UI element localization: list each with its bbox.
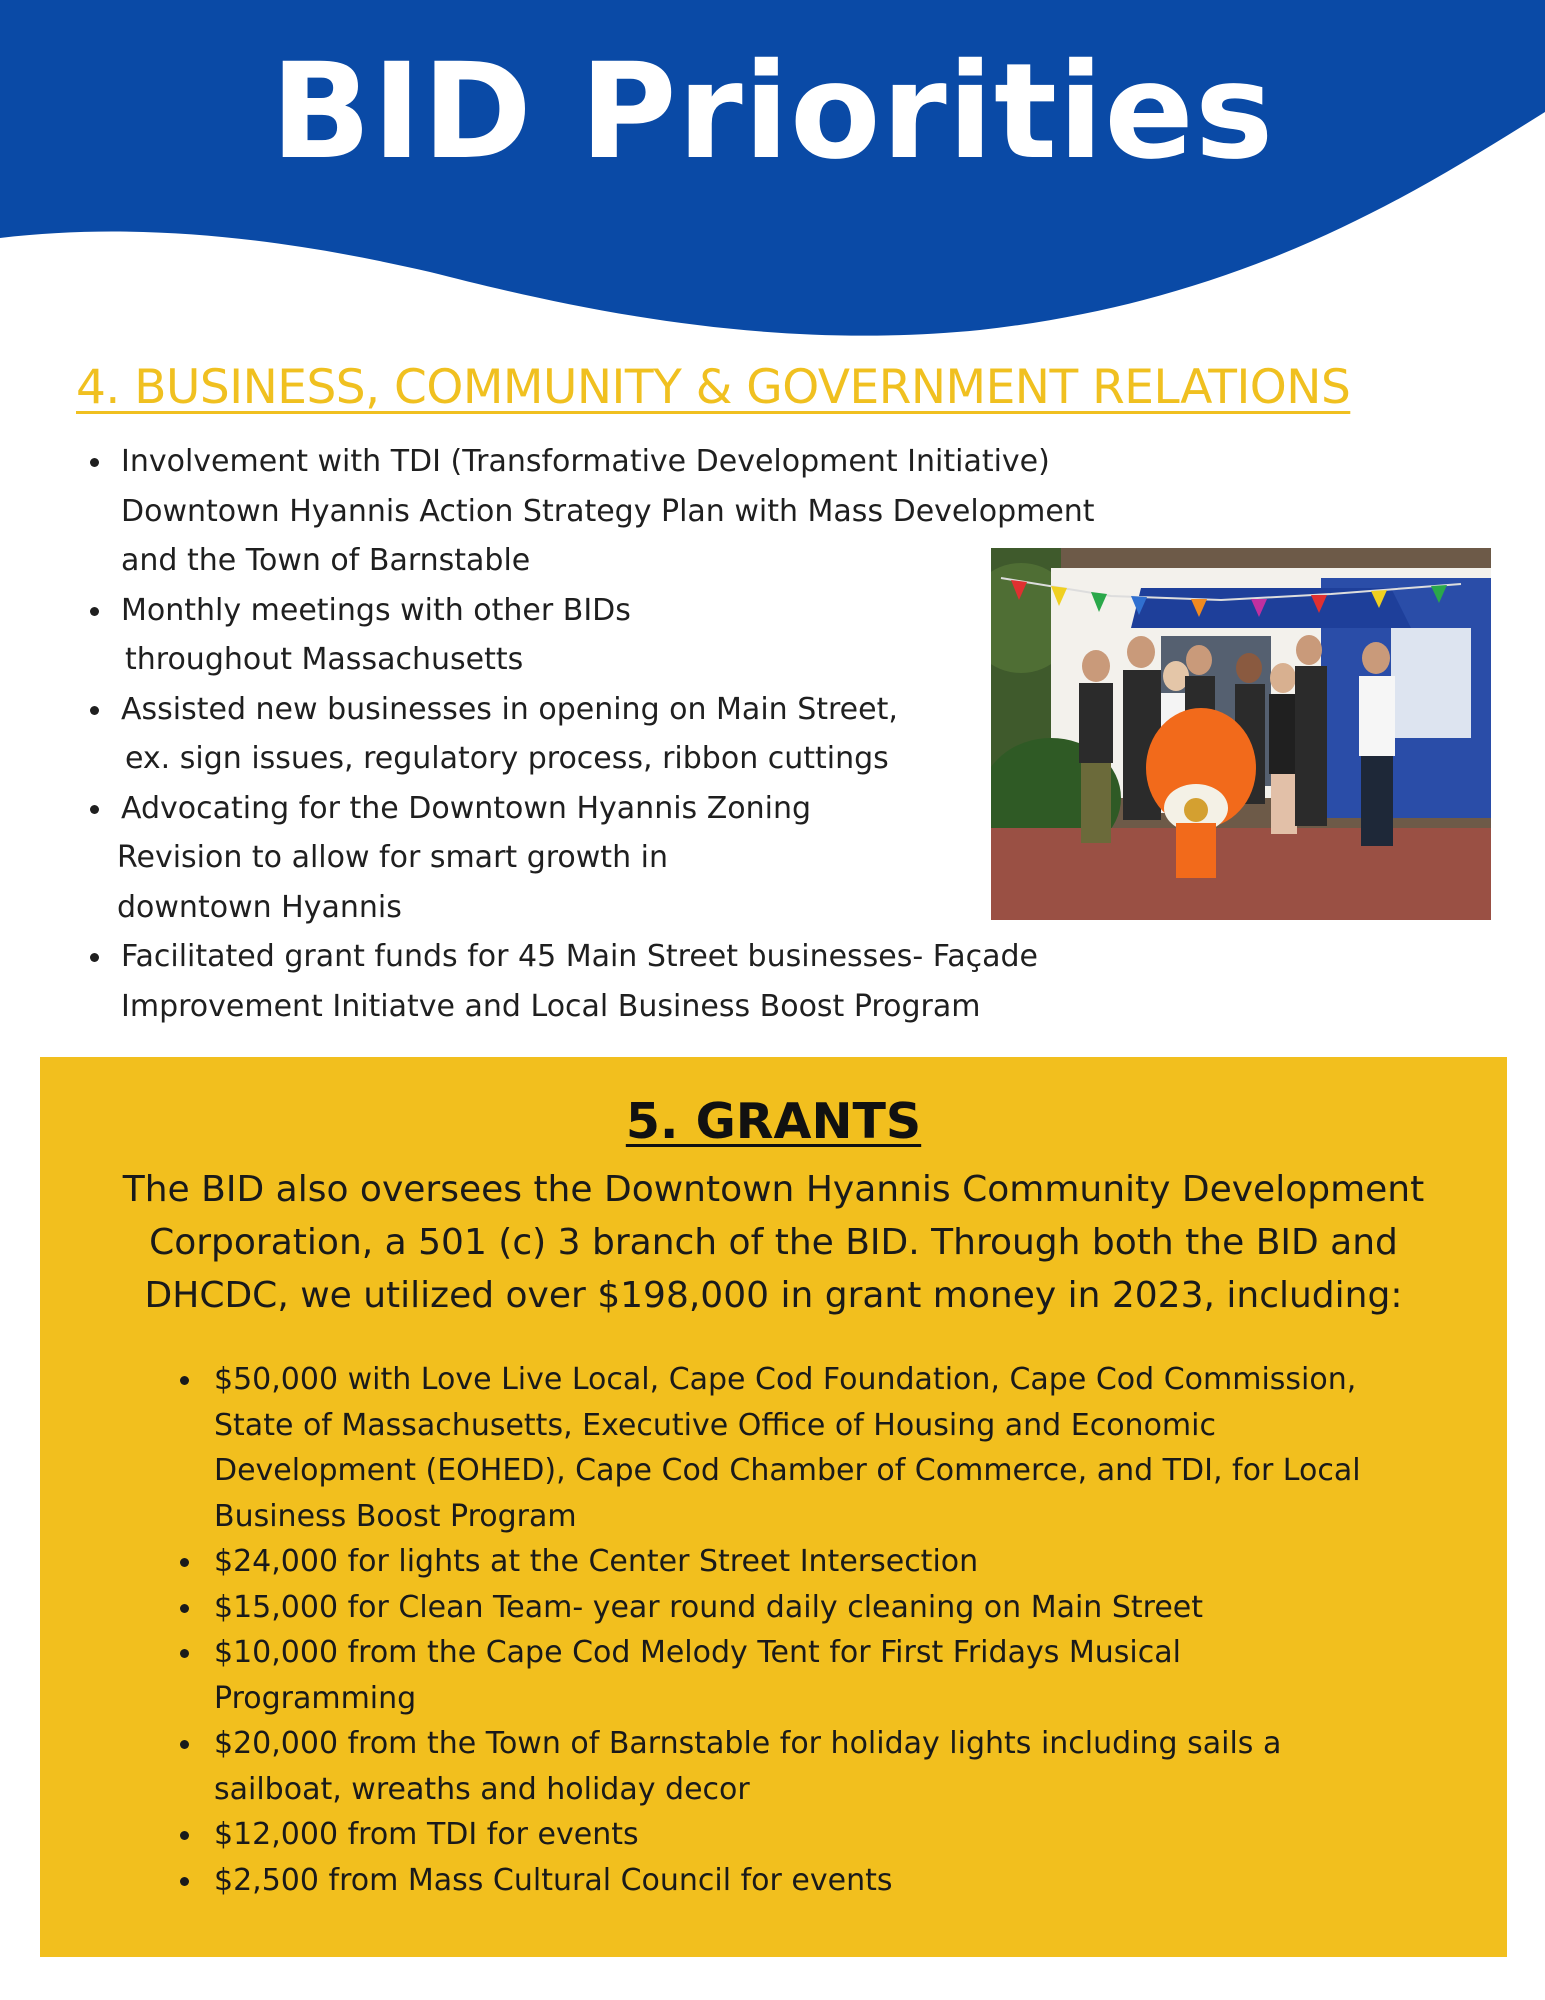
list-item [175, 1539, 1475, 1585]
item-text: throughout Massachusetts [125, 642, 524, 677]
item-text: and the Town of Barnstable [121, 543, 531, 578]
item-text: Facilitated grant funds for 45 Main Street businesses- Façade [121, 939, 1039, 974]
item-text: ex. sign issues, regulatory process, ribbon cuttings [125, 741, 889, 776]
intro-line: Corporation, a 501 (c) 3 branch of the BID. Through both the BID and [149, 1222, 1398, 1263]
grants-list [175, 1357, 1475, 1903]
item-text: $2,500 from Mass Cultural Council for events [214, 1862, 893, 1898]
list-item [175, 1812, 1475, 1858]
item-text: State of Massachusetts, Executive Office of Housing and Economic [214, 1407, 1216, 1443]
page-title: BID Priorities [270, 35, 1275, 189]
list-item [175, 1721, 1475, 1812]
intro-line: The BID also oversees the Downtown Hyannis Community Development [122, 1169, 1425, 1210]
item-text: Improvement Initiatve and Local Business Boost Program [121, 988, 981, 1024]
item-text: Revision to allow for smart growth in [117, 840, 668, 875]
list-item [175, 1585, 1475, 1631]
list-item [175, 1858, 1475, 1904]
intro-line: DHCDC, we utilized over $198,000 in grant money in 2023, including: [144, 1275, 1403, 1316]
grants-section [40, 1057, 1507, 1957]
list-item [175, 1357, 1475, 1539]
item-text: Involvement with TDI (Transformative Development Initiative) [121, 444, 1050, 479]
item-text: Business Boost Program [214, 1498, 577, 1534]
item-text: Advocating for the Downtown Hyannis Zoning [121, 790, 812, 826]
item-text: $50,000 with Love Live Local, Cape Cod Foundation, Cape Cod Commission, [214, 1362, 1357, 1397]
item-text: $12,000 from TDI for events [214, 1817, 639, 1852]
section-5-heading: 5. GRANTS [625, 1093, 922, 1150]
list-item [175, 1630, 1475, 1721]
item-text: $15,000 for Clean Team- year round daily cleaning on Main Street [214, 1589, 1204, 1625]
item-text: Programming [214, 1680, 417, 1716]
item-text: downtown Hyannis [117, 889, 402, 925]
item-text: Assisted new businesses in opening on Main Street, [121, 691, 898, 727]
item-text: $10,000 from the Cape Cod Melody Tent for First Fridays Musical [214, 1635, 1181, 1670]
grants-intro [60, 1163, 1487, 1322]
header-banner [0, 0, 1545, 360]
item-text: sailboat, wreaths and holiday decor [214, 1771, 750, 1807]
group-photo [991, 548, 1491, 920]
section-4-heading: 4. BUSINESS, COMMUNITY & GOVERNMENT RELATIONS [76, 360, 1351, 415]
item-text: Downtown Hyannis Action Strategy Plan with Mass Development [121, 493, 1095, 529]
item-text: Monthly meetings with other BIDs [121, 592, 631, 628]
item-text: $20,000 from the Town of Barnstable for holiday lights including sails a [214, 1726, 1282, 1761]
item-text: Development (EOHED), Cape Cod Chamber of Commerce, and TDI, for Local [214, 1453, 1361, 1488]
item-text: $24,000 for lights at the Center Street Intersection [214, 1544, 979, 1579]
list-item [86, 932, 1246, 1031]
